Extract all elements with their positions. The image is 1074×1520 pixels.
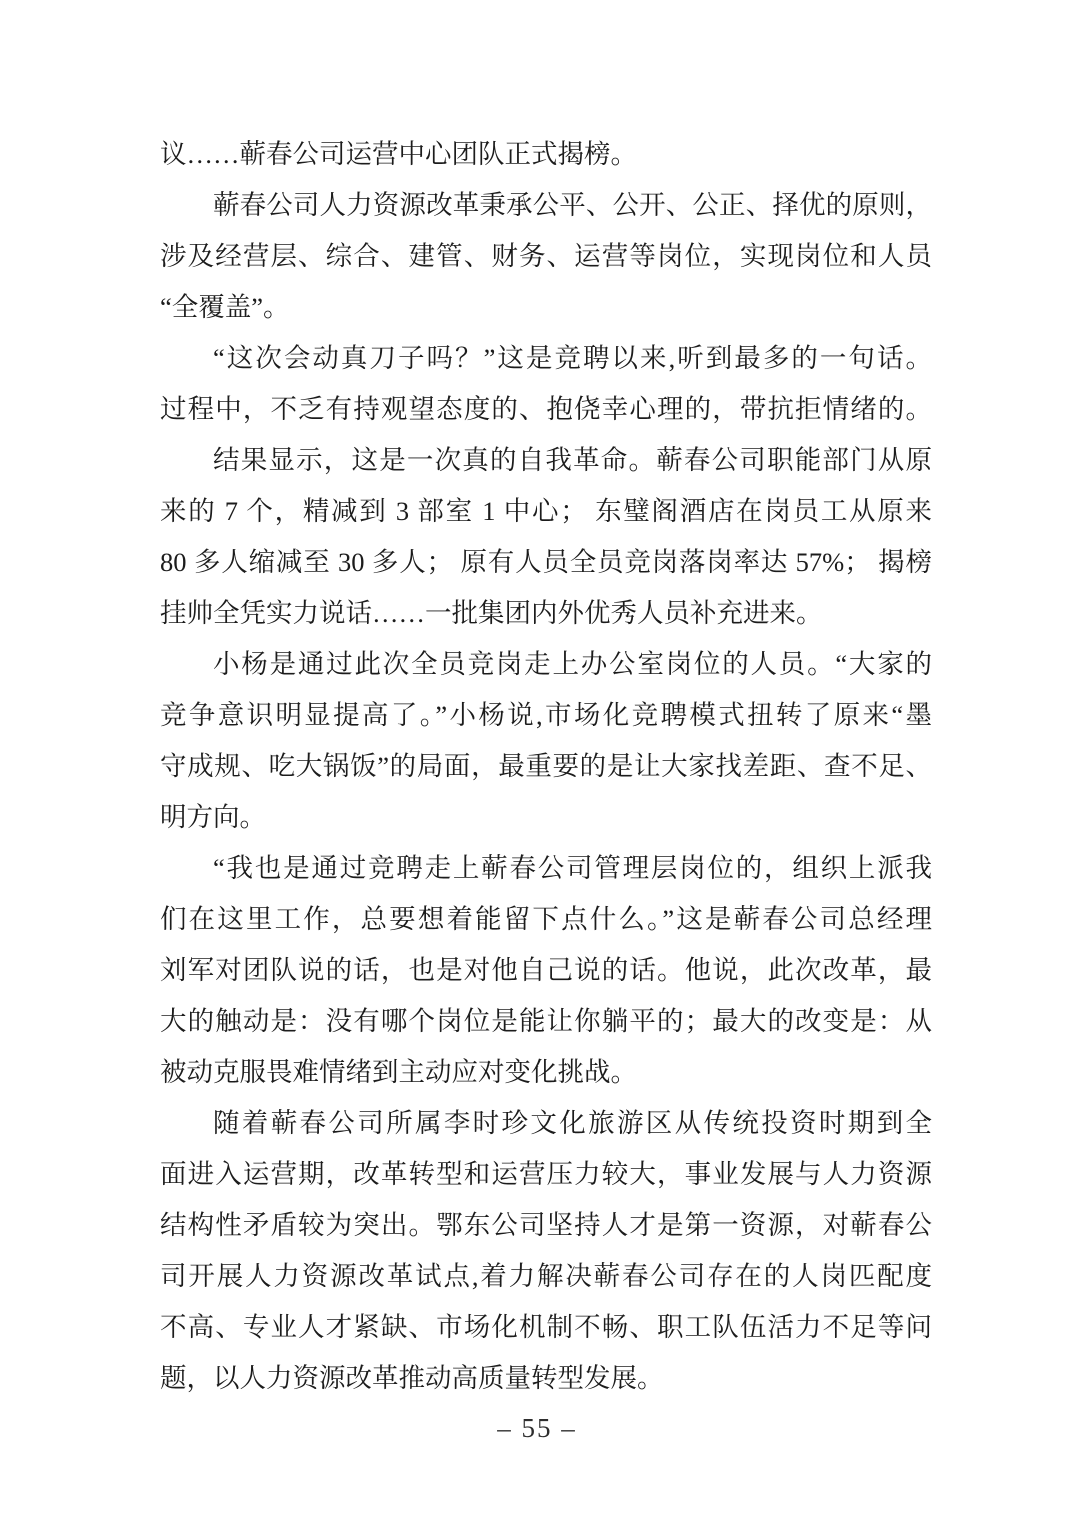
text-line: 面进入运营期，改革转型和运营压力较大，事业发展与人力资源 — [160, 1159, 932, 1189]
text-line: 司开展人力资源改革试点,着力解决蕲春公司存在的人岗匹配度 — [160, 1261, 932, 1291]
text-line: 守成规、吃大锅饭”的局面，最重要的是让大家找差距、查不足、 — [160, 751, 932, 781]
text-line: 80 多人缩减至 30 多人； 原有人员全员竞岗落岗率达 57%； 揭榜 — [160, 547, 932, 577]
text-line: 过程中，不乏有持观望态度的、抱侥幸心理的，带抗拒情绪的。 — [160, 394, 932, 424]
text-line: “这次会动真刀子吗？”这是竞聘以来,听到最多的一句话。 — [213, 343, 932, 373]
text-line: 挂帅全凭实力说话……一批集团内外优秀人员补充进来。 — [160, 598, 823, 628]
text-line: 结果显示，这是一次真的自我革命。蕲春公司职能部门从原 — [213, 445, 932, 475]
text-line: “我也是通过竞聘走上蕲春公司管理层岗位的，组织上派我 — [213, 853, 932, 883]
text-line: 来的 7 个，精减到 3 部室 1 中心； 东璧阁酒店在岗员工从原来 — [160, 496, 932, 526]
text-line: 题，以人力资源改革推动高质量转型发展。 — [160, 1363, 664, 1393]
text-line: 竞争意识明显提高了。”小杨说,市场化竞聘模式扭转了原来“墨 — [160, 700, 932, 730]
text-line: 随着蕲春公司所属李时珍文化旅游区从传统投资时期到全 — [213, 1108, 932, 1138]
document-body — [160, 129, 932, 1404]
text-line: 们在这里工作，总要想着能留下点什么。”这是蕲春公司总经理 — [160, 904, 932, 934]
text-line: 议……蕲春公司运营中心团队正式揭榜。 — [160, 139, 637, 169]
text-line: 蕲春公司人力资源改革秉承公平、公开、公正、择优的原则， — [213, 190, 932, 220]
text-line: 涉及经营层、综合、建管、财务、运营等岗位，实现岗位和人员 — [160, 241, 932, 271]
text-line: “全覆盖”。 — [160, 292, 290, 322]
page-number: – 55 – — [497, 1413, 577, 1443]
text-line: 刘军对团队说的话，也是对他自己说的话。他说，此次改革，最 — [160, 955, 932, 985]
text-line: 小杨是通过此次全员竞岗走上办公室岗位的人员。“大家的 — [213, 649, 932, 679]
text-line: 不高、专业人才紧缺、市场化机制不畅、职工队伍活力不足等问 — [160, 1312, 932, 1342]
text-line: 结构性矛盾较为突出。鄂东公司坚持人才是第一资源，对蕲春公 — [160, 1210, 932, 1240]
text-line: 大的触动是：没有哪个岗位是能让你躺平的；最大的改变是：从 — [160, 1006, 932, 1036]
text-line: 明方向。 — [160, 802, 266, 832]
text-line: 被动克服畏难情绪到主动应对变化挑战。 — [160, 1057, 637, 1087]
